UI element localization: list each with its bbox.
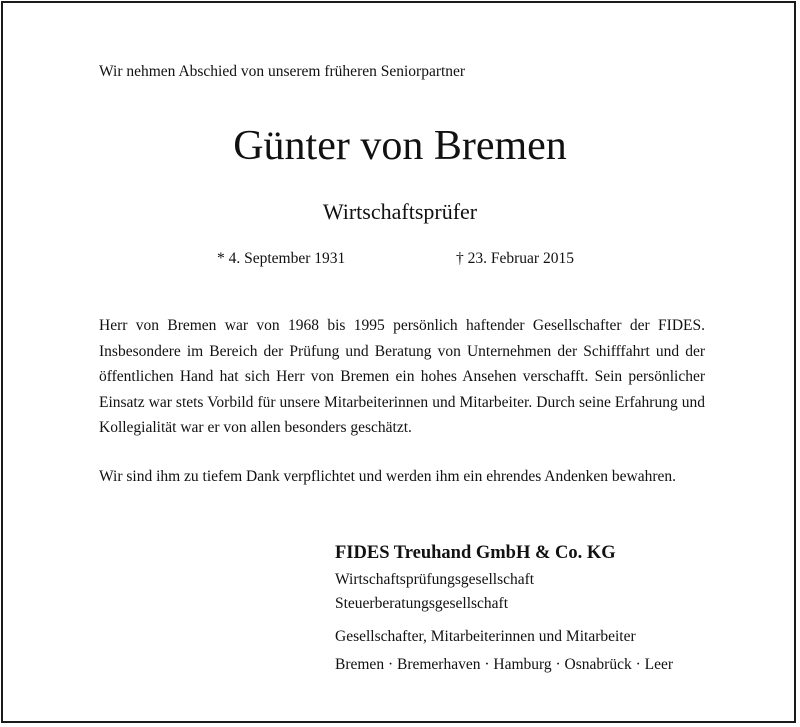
company-name: FIDES Treuhand GmbH & Co. KG: [335, 543, 616, 563]
signatories: Gesellschafter, Mitarbeiterinnen und Mitarbeiter: [335, 628, 636, 645]
company-type-audit: Wirtschaftsprüfungsgesellschaft: [335, 571, 535, 588]
deceased-name: Günter von Bremen: [233, 123, 567, 169]
thanks-paragraph: Wir sind ihm zu tiefem Dank verpflichtet und werden ihm ein ehrendes Andenken bewahren.: [99, 468, 676, 485]
birth-date: * 4. September 1931: [217, 250, 346, 267]
company-type-tax: Steuerberatungsgesellschaft: [335, 595, 509, 612]
tribute-paragraph: Herr von Bremen war von 1968 bis 1995 persönlich haftender Gesellschafter der FIDES. Insbesondere im Bereich der Prüfung und Beratung von Unternehmen der Schifffahrt und der öffentlichen Hand hat sich Herr von Bremen ein hohes Ansehen verschafft. Sein persönlicher Einsatz war stets Vorbild für unsere Mitarbeiterinnen und Mitarbeiter. Durch seine Erfahrung und Kollegialität war er von allen besonders geschätzt.: [99, 317, 705, 436]
office-locations: Bremen · Bremerhaven · Hamburg · Osnabrück · Leer: [335, 656, 673, 673]
profession: Wirtschaftsprüfer: [322, 199, 478, 224]
intro-text: Wir nehmen Abschied von unserem früheren Seniorpartner: [99, 63, 466, 80]
death-date: † 23. Februar 2015: [456, 250, 574, 267]
